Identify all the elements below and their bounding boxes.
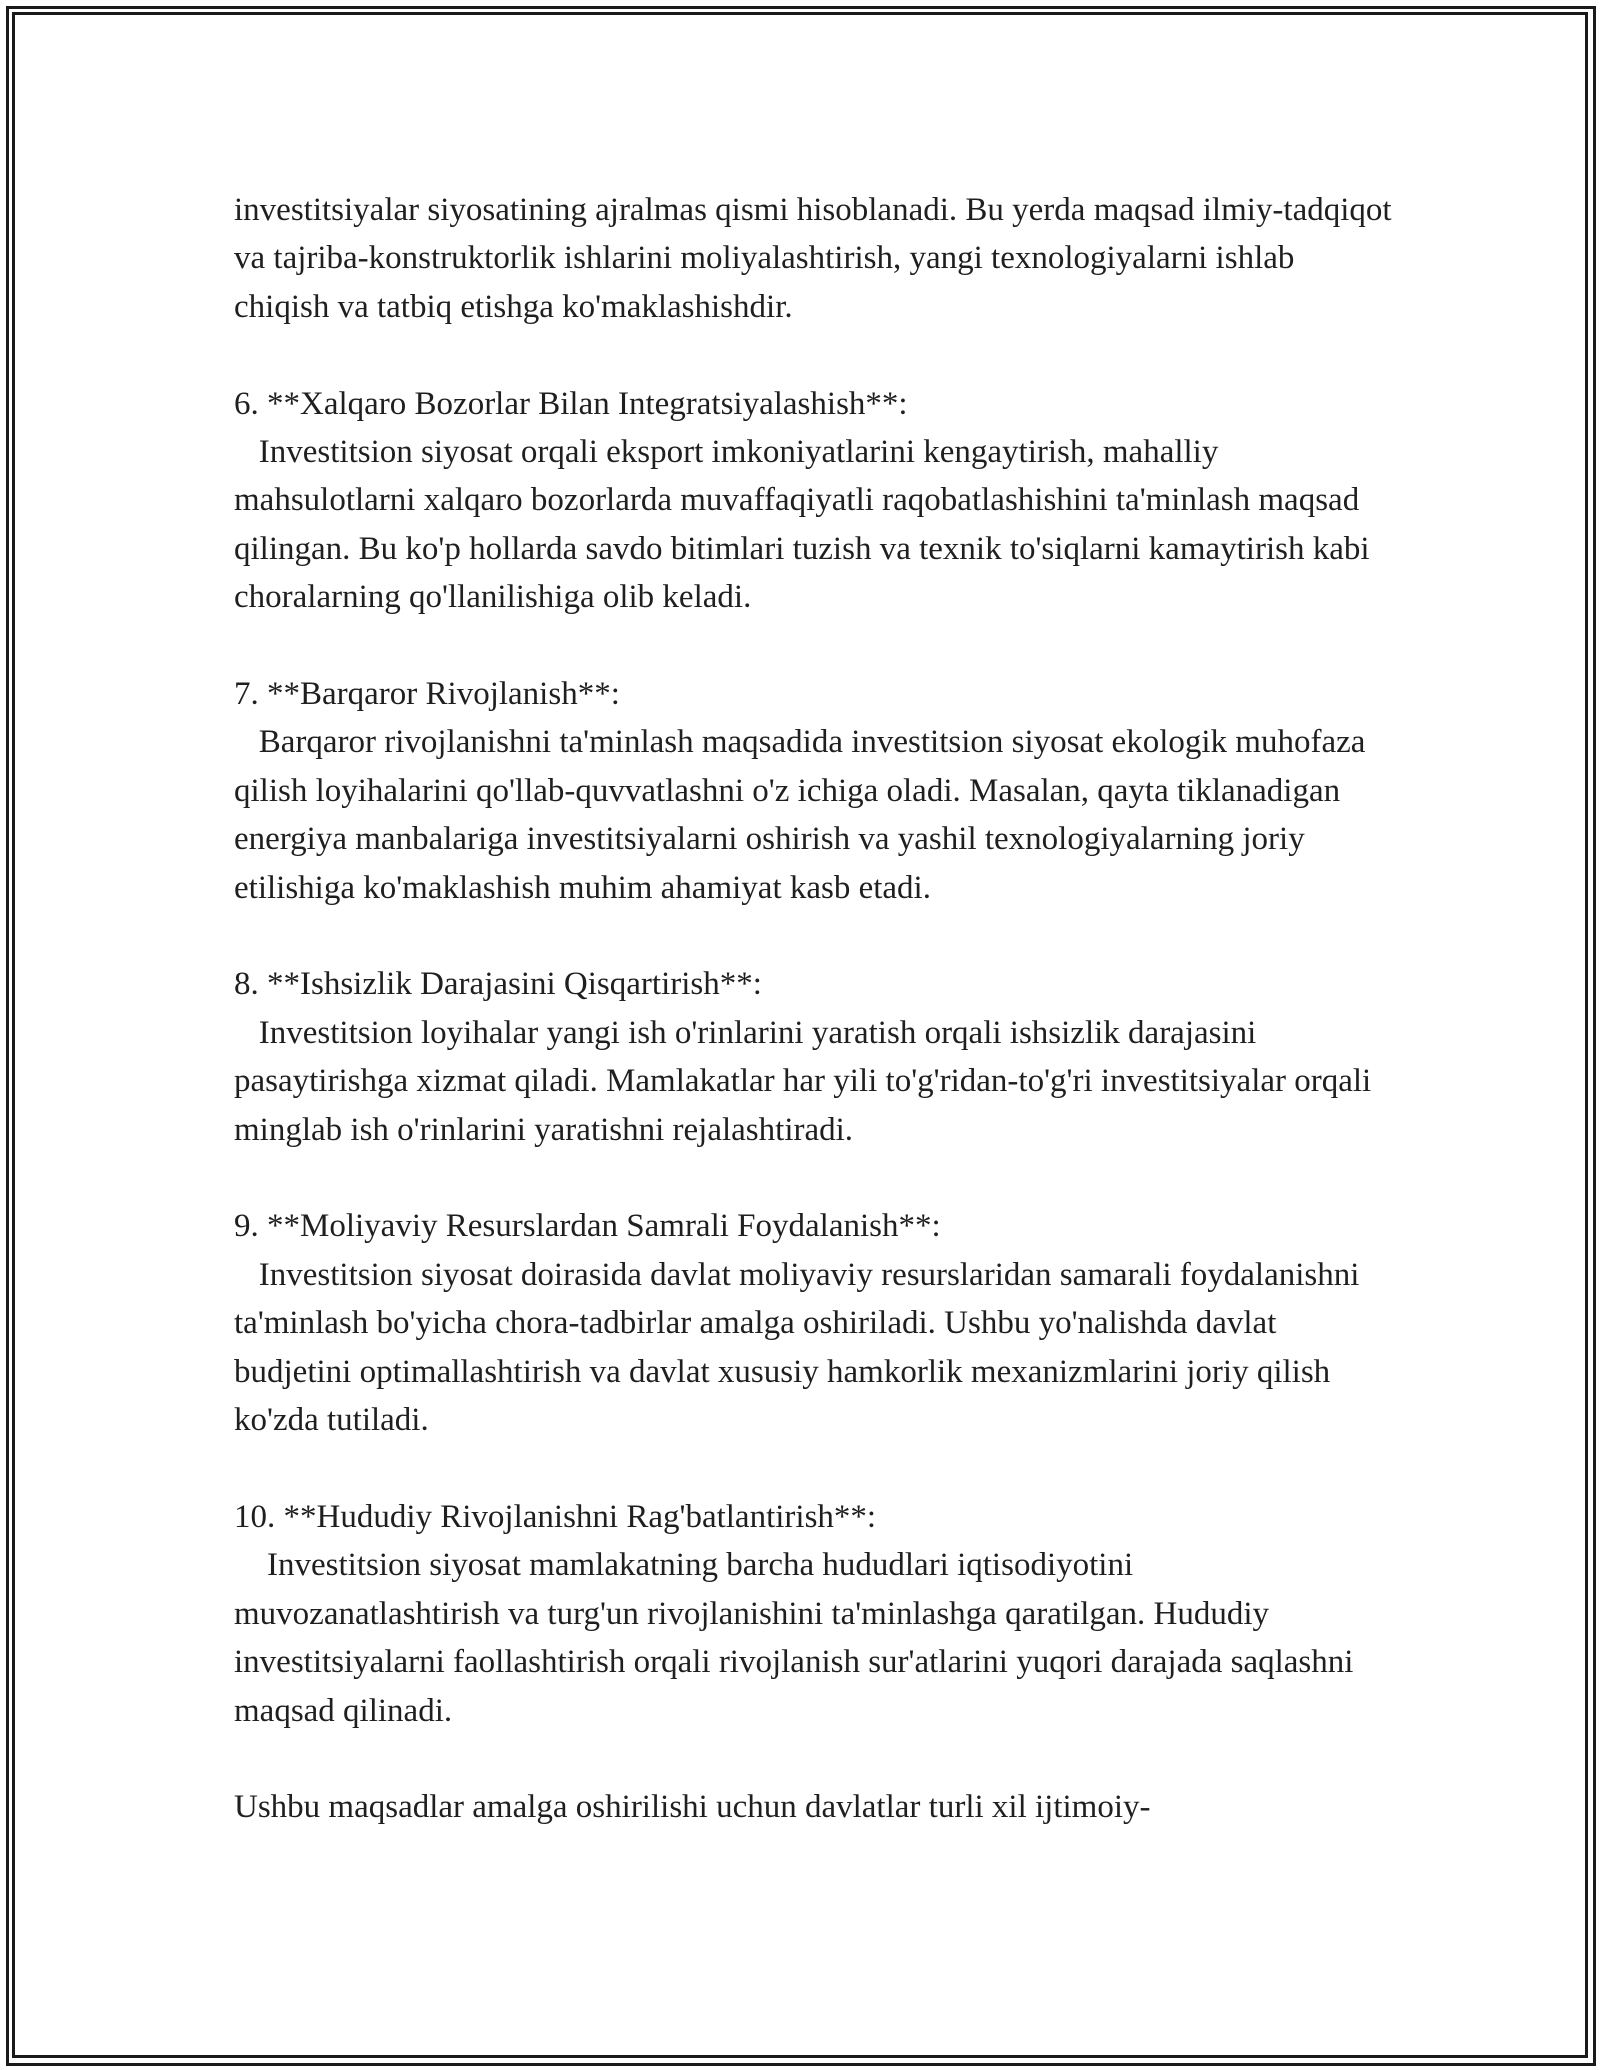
section-9: [234, 1202, 1394, 1444]
paragraph-gap: [234, 1735, 1394, 1783]
section-paragraph: Investitsion siyosat mamlakatning barcha hududlari iqtisodiyotini muvozanatlashtirish va turg'un rivojlanishini ta'minlashga qaratilgan. Hududiy investitsiyalarni faollashtirish orqali rivojlanish sur'atlarini yuqori darajada saqlashni maqsad qilinadi.: [234, 1547, 1362, 1729]
section-heading: 7. **Barqaror Rivojlanish**:: [234, 676, 620, 713]
section-heading: 8. **Ishsizlik Darajasini Qisqartirish**:: [234, 966, 762, 1003]
paragraph-gap: [234, 1445, 1394, 1493]
section-8: [234, 960, 1394, 1154]
section-paragraph: Barqaror rivojlanishni ta'minlash maqsadida investitsion siyosat ekologik muhofaza qilish loyihalarini qo'llab-quvvatlashni o'z ichiga oladi. Masalan, qayta tiklanadigan energiya manbalariga investitsiyalarni oshirish va yashil texnologiyalarning joriy etilishiga ko'maklashish muhim ahamiyat kasb etadi.: [234, 724, 1374, 906]
closing-paragraph: Ushbu maqsadlar amalga oshirilishi uchun davlatlar turli xil ijtimoiy-: [234, 1789, 1151, 1826]
section-heading: 6. **Xalqaro Bozorlar Bilan Integratsiyalashish**:: [234, 385, 908, 422]
paragraph-gap: [234, 622, 1394, 670]
section-paragraph: Investitsion siyosat doirasida davlat moliyaviy resurslaridan samarali foydalanishni ta'minlash bo'yicha chora-tadbirlar amalga oshiriladi. Ushbu yo'nalishda davlat budjetini optimallashtirish va davlat xususiy hamkorlik mexanizmlarini joriy qilish ko'zda tutiladi.: [234, 1256, 1368, 1439]
document-body: [234, 186, 1400, 1832]
section-heading: 10. **Hududiy Rivojlanishni Rag'batlantirish**:: [234, 1498, 877, 1535]
intro-paragraph: investitsiyalar siyosatining ajralmas qismi hisoblanadi. Bu yerda maqsad ilmiy-tadqiqot va tajriba-konstruktorlik ishlarini moliyalashtirish, yangi texnologiyalarni ishlab chiqish va tatbiq etishga ko'maklashishdir.: [234, 192, 1400, 325]
section-heading: 9. **Moliyaviy Resurslardan Samrali Foydalanish**:: [234, 1208, 941, 1245]
paragraph-gap: [234, 331, 1394, 379]
section-paragraph: Investitsion siyosat orqali eksport imkoniyatlarini kengaytirish, mahalliy mahsulotlarni xalqaro bozorlarda muvaffaqiyatli raqobatlashishini ta'minlash maqsad qilingan. Bu ko'p hollarda savdo bitimlari tuzish va texnik to'siqlarni kamaytirish kabi choralarning qo'llanilishiga olib keladi.: [234, 434, 1378, 616]
paragraph-gap: [234, 1154, 1394, 1202]
section-10: [234, 1493, 1394, 1735]
section-paragraph: Investitsion loyihalar yangi ish o'rinlarini yaratish orqali ishsizlik darajasini pasaytirishga xizmat qiladi. Mamlakatlar har yili to'g'ridan-to'g'ri investitsiyalar orqali minglab ish o'rinlarini yaratishni rejalashtiradi.: [234, 1014, 1380, 1148]
section-7: [234, 670, 1394, 912]
section-6: [234, 380, 1394, 622]
paragraph-gap: [234, 912, 1394, 960]
